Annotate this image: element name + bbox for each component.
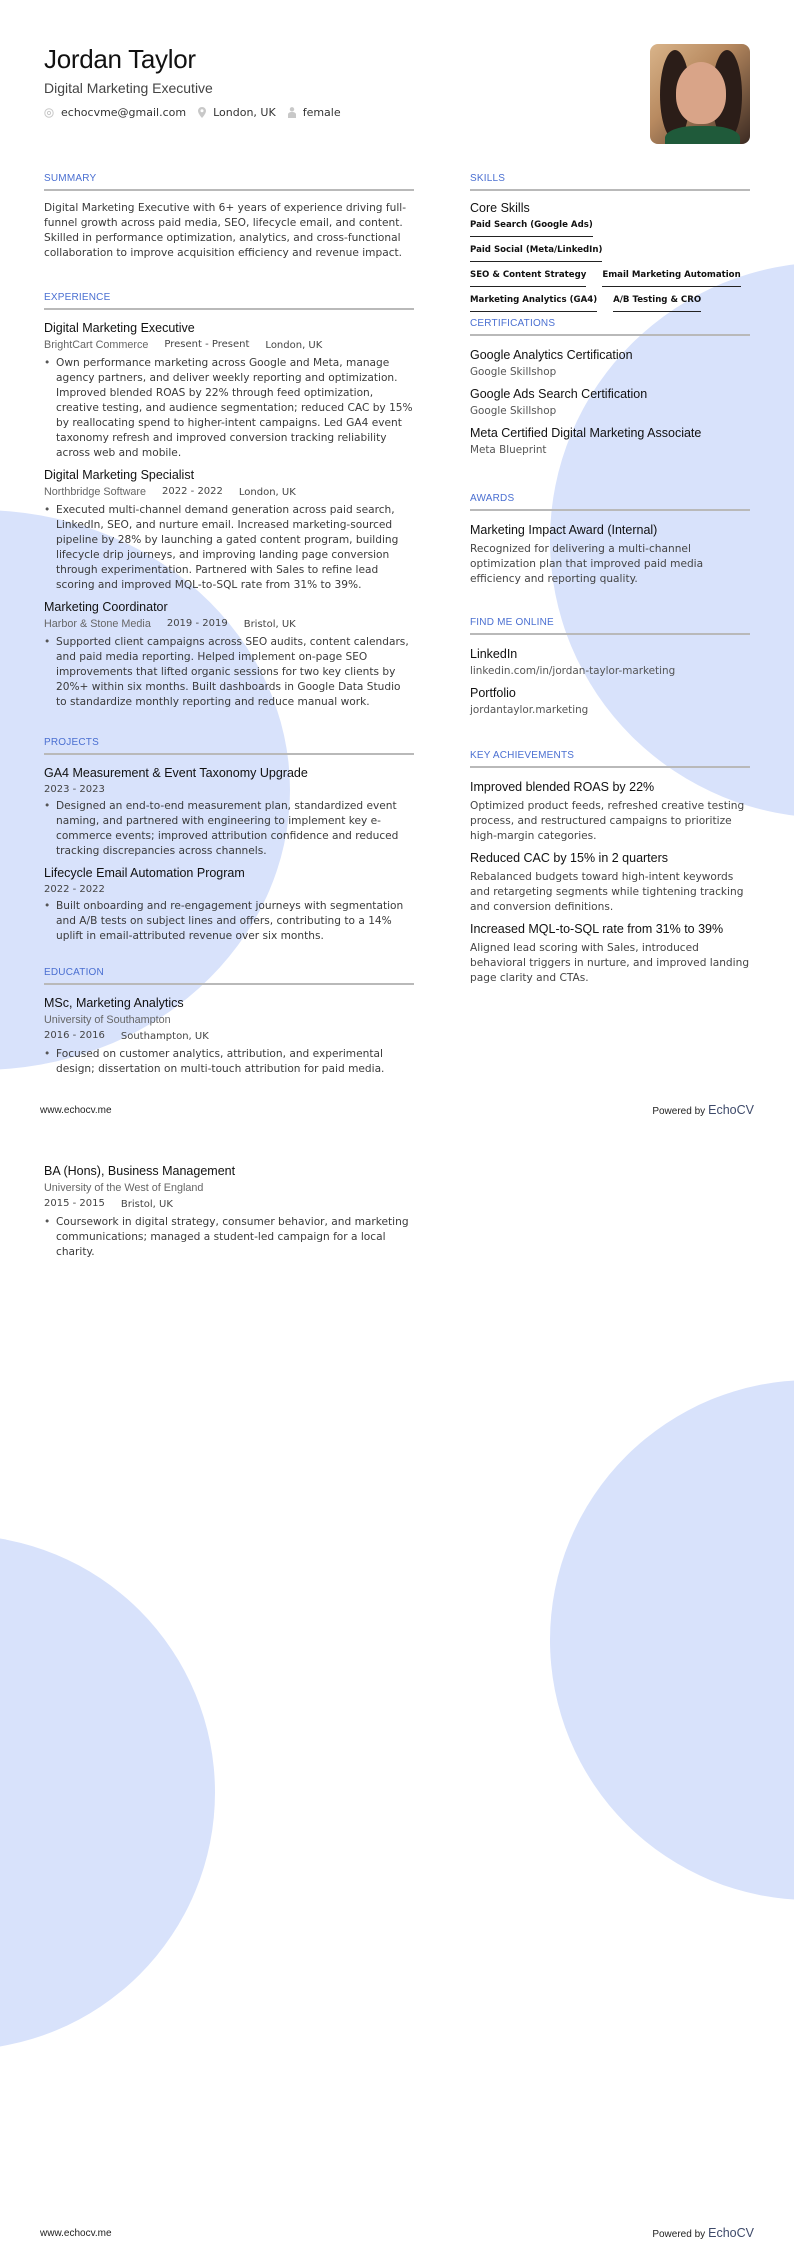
decorative-circle bbox=[550, 1380, 794, 1900]
job-dates: 2022 - 2022 bbox=[162, 486, 223, 497]
degree: BA (Hons), Business Management bbox=[44, 1164, 236, 1178]
powered-by: Powered by EchoCV bbox=[652, 1103, 754, 1117]
education-location: Bristol, UK bbox=[120, 1199, 173, 1210]
certifications-section bbox=[470, 318, 750, 463]
education-bullet: • Focused on customer analytics, attribution, and experimental design; dissertation on multi-touch attribution for paid media. bbox=[44, 1048, 385, 1075]
school-name: University of the West of England bbox=[44, 1182, 204, 1194]
job-title: Digital Marketing Executive bbox=[44, 321, 195, 335]
section-heading: FIND ME ONLINE bbox=[470, 617, 750, 635]
at-icon bbox=[44, 108, 54, 118]
education-dates: 2016 - 2016 bbox=[44, 1030, 105, 1041]
section-heading: CERTIFICATIONS bbox=[470, 318, 750, 336]
section-heading: SKILLS bbox=[470, 173, 750, 191]
online-section bbox=[470, 617, 750, 723]
decorative-circle bbox=[0, 1535, 215, 2050]
skill-tag: SEO & Content Strategy bbox=[470, 267, 586, 287]
job-location: London, UK bbox=[265, 340, 323, 351]
certification-issuer: Google Skillshop bbox=[470, 405, 557, 417]
job-dates: 2019 - 2019 bbox=[166, 618, 228, 629]
section-heading: EDUCATION bbox=[44, 967, 414, 985]
candidate-title: Digital Marketing Executive bbox=[44, 80, 213, 96]
award-title: Marketing Impact Award (Internal) bbox=[470, 523, 658, 537]
skills-group-title: Core Skills bbox=[470, 201, 530, 215]
project-title: GA4 Measurement & Event Taxonomy Upgrade bbox=[44, 766, 308, 780]
resume-header bbox=[44, 42, 744, 162]
brand-logo: EchoCV bbox=[708, 1103, 754, 1117]
brand-logo: EchoCV bbox=[708, 2226, 754, 2240]
award-description: Recognized for delivering a multi-channel optimization plan that improved paid media efficiency and reporting quality. bbox=[470, 543, 704, 585]
experience-entry bbox=[44, 467, 414, 593]
online-label: LinkedIn bbox=[470, 647, 518, 661]
education-entry bbox=[44, 1163, 414, 1260]
skill-tag: Email Marketing Automation bbox=[602, 267, 740, 287]
education-section bbox=[44, 967, 414, 1083]
section-heading: SUMMARY bbox=[44, 173, 414, 191]
summary-section bbox=[44, 173, 414, 261]
powered-by: Powered by EchoCV bbox=[652, 2226, 754, 2240]
school-name: University of Southampton bbox=[44, 1014, 171, 1026]
page-footer bbox=[40, 2226, 754, 2240]
certification-issuer: Google Skillshop bbox=[470, 366, 557, 378]
skill-tag: Paid Search (Google Ads) bbox=[470, 217, 593, 237]
section-heading: PROJECTS bbox=[44, 737, 414, 755]
projects-section bbox=[44, 737, 414, 950]
skill-tag: Marketing Analytics (GA4) bbox=[470, 292, 597, 312]
profile-photo bbox=[650, 44, 750, 144]
education-location: Southampton, UK bbox=[120, 1031, 209, 1042]
portfolio-link[interactable]: jordantaylor.marketing bbox=[470, 704, 589, 716]
experience-section bbox=[44, 292, 414, 716]
education-entry bbox=[44, 995, 414, 1077]
job-bullet: • Supported client campaigns across SEO audits, content calendars, and paid media reporting. Helped implement on-page SEO improvements that lifted organic sessions for two key clients by 20%+ within six months. Built dashboards in Google Data Studio to standardize monthly reporting and reduce manual work. bbox=[44, 636, 409, 708]
contact-email[interactable]: echocvme@gmail.com bbox=[44, 106, 186, 119]
education-section-continued bbox=[44, 1163, 414, 1266]
contact-info bbox=[44, 106, 744, 119]
certification-title: Google Ads Search Certification bbox=[470, 387, 648, 401]
achievement-title: Reduced CAC by 15% in 2 quarters bbox=[470, 851, 669, 865]
degree: MSc, Marketing Analytics bbox=[44, 996, 184, 1010]
person-icon bbox=[288, 107, 296, 118]
education-bullet: • Coursework in digital strategy, consumer behavior, and marketing communications; managed a student-led campaign for a local charity. bbox=[44, 1216, 409, 1258]
achievement-title: Increased MQL-to-SQL rate from 31% to 39% bbox=[470, 922, 724, 936]
project-entry bbox=[44, 765, 414, 859]
project-dates: 2023 - 2023 bbox=[44, 784, 105, 795]
company-name: Northbridge Software bbox=[44, 486, 147, 498]
job-title: Digital Marketing Specialist bbox=[44, 468, 195, 482]
online-label: Portfolio bbox=[470, 686, 516, 700]
achievements-section bbox=[470, 750, 750, 991]
job-bullet: • Executed multi-channel demand generation across paid search, LinkedIn, SEO, and nurture email. Increased marketing-sourced pipeline by 28% by launching a gated content program, building lifecycle drip journeys, and improving landing page conversion through experimentation. Partnered with Sales to refine lead scoring and improved MQL-to-SQL rate from 31% to 39%. bbox=[44, 504, 399, 591]
skills-section bbox=[470, 173, 750, 317]
achievement-description: Rebalanced budgets toward high-intent keywords and retargeting segments while tightening tracking and conversion definitions. bbox=[470, 871, 744, 913]
section-heading: KEY ACHIEVEMENTS bbox=[470, 750, 750, 768]
company-name: BrightCart Commerce bbox=[44, 339, 149, 351]
candidate-name: Jordan Taylor bbox=[44, 44, 196, 74]
job-bullet: • Own performance marketing across Google and Meta, manage agency partners, and deliver weekly reporting and optimization. Improved blended ROAS by 22% through feed optimization, creative testing, and audience segmentation; reduced CAC by 15% by reallocating spend to higher-intent campaigns. Led GA4 event taxonomy refresh and improved conversion tracking reliability across web and mobile. bbox=[44, 357, 413, 459]
awards-section bbox=[470, 493, 750, 592]
website-link[interactable]: www.echocv.me bbox=[40, 2227, 112, 2239]
location-pin-icon bbox=[198, 107, 206, 118]
skills-list bbox=[470, 217, 750, 317]
section-heading: EXPERIENCE bbox=[44, 292, 414, 310]
page-footer bbox=[40, 1103, 754, 1117]
contact-location: London, UK bbox=[198, 106, 276, 119]
project-bullet: • Built onboarding and re-engagement journeys with segmentation and A/B tests on subject lines and offers, contributing to a 14% uplift in email-attributed revenue over six months. bbox=[44, 900, 404, 942]
skill-tag: A/B Testing & CRO bbox=[613, 292, 701, 312]
website-link[interactable]: www.echocv.me bbox=[40, 1104, 112, 1116]
job-title: Marketing Coordinator bbox=[44, 600, 168, 614]
linkedin-link[interactable]: linkedin.com/in/jordan-taylor-marketing bbox=[470, 665, 676, 677]
certification-issuer: Meta Blueprint bbox=[470, 444, 547, 456]
project-bullet: • Designed an end-to-end measurement plan, standardized event naming, and partnered with engineering to implement key e-commerce events; improved attribution confidence and reduced tracking discrepancies across channels. bbox=[44, 800, 399, 857]
achievement-description: Optimized product feeds, refreshed creative testing process, and restructured campaigns to prioritize high-margin categories. bbox=[470, 800, 745, 842]
project-entry bbox=[44, 865, 414, 944]
contact-gender: female bbox=[288, 106, 341, 119]
job-location: London, UK bbox=[238, 487, 296, 498]
experience-entry bbox=[44, 599, 414, 710]
education-dates: 2015 - 2015 bbox=[44, 1198, 105, 1209]
certification-title: Meta Certified Digital Marketing Associate bbox=[470, 426, 702, 440]
achievement-description: Aligned lead scoring with Sales, introduced behavioral triggers in nurture, and improved landing page clarity and CTAs. bbox=[470, 942, 750, 984]
achievement-title: Improved blended ROAS by 22% bbox=[470, 780, 655, 794]
company-name: Harbor & Stone Media bbox=[44, 618, 151, 630]
experience-entry bbox=[44, 320, 414, 461]
project-dates: 2022 - 2022 bbox=[44, 884, 105, 895]
job-location: Bristol, UK bbox=[243, 619, 296, 630]
job-dates: Present - Present bbox=[164, 339, 250, 350]
certification-title: Google Analytics Certification bbox=[470, 348, 633, 362]
section-heading: AWARDS bbox=[470, 493, 750, 511]
project-title: Lifecycle Email Automation Program bbox=[44, 866, 245, 880]
skill-tag: Paid Social (Meta/LinkedIn) bbox=[470, 242, 602, 262]
summary-text: Digital Marketing Executive with 6+ years of experience driving full-funnel growth across paid media, SEO, lifecycle email, and content. Skilled in performance optimization, analytics, and cross-functional collaboration to improve acquisition efficiency and revenue impact. bbox=[44, 202, 407, 259]
